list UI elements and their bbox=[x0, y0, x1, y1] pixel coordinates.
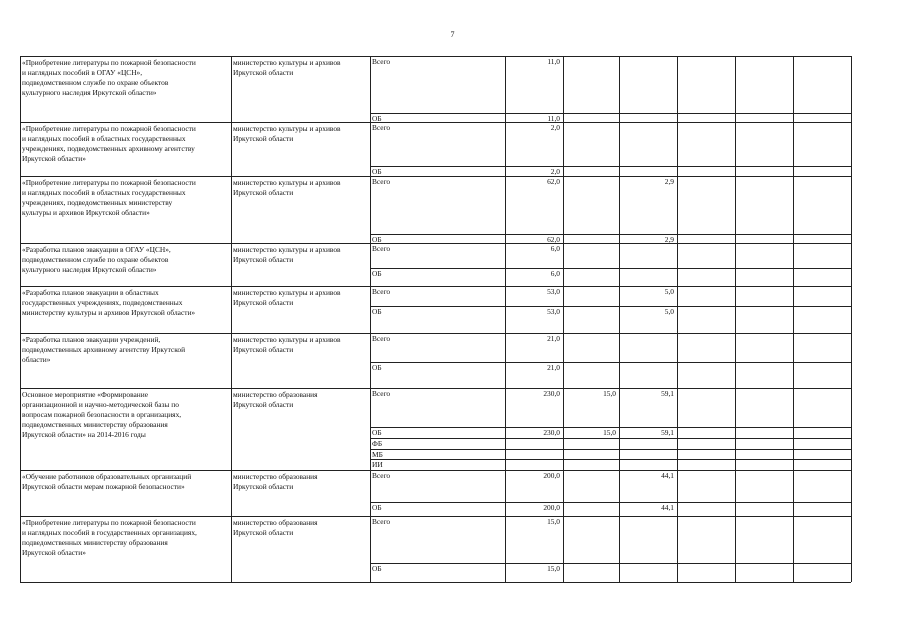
subrow-border bbox=[370, 449, 851, 450]
funding-source: Всего bbox=[372, 177, 391, 186]
row-border bbox=[20, 470, 851, 471]
executor: министерство культуры и архивов Иркутской области bbox=[233, 288, 341, 307]
column-border bbox=[793, 56, 794, 582]
column-border bbox=[563, 56, 564, 582]
funding-source: ОБ bbox=[372, 235, 382, 244]
executor: министерство культуры и архивов Иркутской области bbox=[233, 335, 341, 354]
amount-y2015: 15,0 bbox=[603, 428, 616, 437]
activity-name: Основное мероприятие «Формирование организационной и научно-методической базы по вопросам пожарной безопасности в организациях, подведомственных министерству образования Иркутской области» на 2014-2016 годы bbox=[22, 390, 182, 439]
activity-name: «Разработка планов эвакуации учреждений, подведомственных архивному агентству Иркутской области» bbox=[22, 335, 186, 364]
amount-y2016: 59,1 bbox=[661, 428, 674, 437]
subrow-border bbox=[370, 563, 851, 564]
funding-source: ОБ bbox=[372, 307, 382, 316]
amount-total: 230,0 bbox=[543, 428, 560, 437]
subrow-border bbox=[370, 113, 851, 114]
amount-total: 6,0 bbox=[550, 244, 560, 253]
amount-y2016: 5,0 bbox=[664, 287, 674, 296]
subrow-border bbox=[370, 438, 851, 439]
column-border bbox=[677, 56, 678, 582]
amount-total: 21,0 bbox=[547, 334, 560, 343]
funding-source: ОБ bbox=[372, 428, 382, 437]
amount-y2016: 5,0 bbox=[664, 307, 674, 316]
funding-source: ОБ bbox=[372, 503, 382, 512]
column-border bbox=[370, 56, 371, 582]
funding-source: ИИ bbox=[372, 460, 383, 469]
subrow-border bbox=[370, 166, 851, 167]
amount-total: 200,0 bbox=[543, 503, 560, 512]
amount-total: 11,0 bbox=[547, 114, 560, 123]
row-border bbox=[20, 56, 851, 57]
activity-name: «Разработка планов эвакуации в областных государственных учреждениях, подведомственных министерству культуры и архивов Иркутской области» bbox=[22, 288, 196, 317]
amount-y2016: 44,1 bbox=[661, 503, 674, 512]
funding-source: Всего bbox=[372, 123, 391, 132]
row-border bbox=[20, 243, 851, 244]
funding-source: ОБ bbox=[372, 564, 382, 573]
amount-total: 53,0 bbox=[547, 287, 560, 296]
amount-total: 11,0 bbox=[547, 57, 560, 66]
page-number: 7 bbox=[450, 30, 455, 39]
column-border bbox=[20, 56, 21, 582]
funding-source: МБ bbox=[372, 450, 383, 459]
subrow-border bbox=[370, 362, 851, 363]
funding-source: Всего bbox=[372, 287, 391, 296]
amount-total: 2,0 bbox=[550, 123, 560, 132]
column-border bbox=[231, 56, 232, 582]
funding-source: Всего bbox=[372, 334, 391, 343]
funding-source: ОБ bbox=[372, 363, 382, 372]
executor: министерство культуры и архивов Иркутской области bbox=[233, 178, 341, 197]
amount-total: 53,0 bbox=[547, 307, 560, 316]
executor: министерство образования Иркутской области bbox=[233, 472, 318, 491]
row-border bbox=[20, 176, 851, 177]
amount-total: 15,0 bbox=[547, 564, 560, 573]
amount-total: 200,0 bbox=[543, 471, 560, 480]
amount-total: 2,0 bbox=[550, 167, 560, 176]
activity-name: «Разработка планов эвакуации в ОГАУ «ЦСН», подведомственном службе по охране объектов культурного наследия Иркутской области» bbox=[22, 245, 171, 274]
amount-total: 230,0 bbox=[543, 389, 560, 398]
activity-name: «Приобретение литературы по пожарной безопасности и наглядных пособий в государственных организациях, подведомственных министерству образования Иркутской области» bbox=[22, 518, 197, 557]
amount-total: 21,0 bbox=[547, 363, 560, 372]
amount-y2016: 44,1 bbox=[661, 471, 674, 480]
funding-source: Всего bbox=[372, 471, 391, 480]
amount-y2016: 59,1 bbox=[661, 389, 674, 398]
funding-source: Всего bbox=[372, 244, 391, 253]
amount-total: 62,0 bbox=[547, 235, 560, 244]
activity-name: «Обучение работников образовательных организаций Иркутской области мерам пожарной безопасности» bbox=[22, 472, 192, 491]
amount-total: 6,0 bbox=[550, 269, 560, 278]
amount-total: 62,0 bbox=[547, 177, 560, 186]
executor: министерство культуры и архивов Иркутской области bbox=[233, 245, 341, 264]
funding-source: ОБ bbox=[372, 114, 382, 123]
funding-source: Всего bbox=[372, 389, 391, 398]
funding-source: Всего bbox=[372, 517, 391, 526]
budget-table bbox=[20, 56, 851, 582]
row-border bbox=[20, 516, 851, 517]
row-border bbox=[20, 582, 851, 583]
activity-name: «Приобретение литературы по пожарной безопасности и наглядных пособий в областных государственных учреждениях, подведомственных архивному агентству Иркутской области» bbox=[22, 124, 196, 163]
row-border bbox=[20, 122, 851, 123]
column-border bbox=[851, 56, 852, 582]
executor: министерство образования Иркутской области bbox=[233, 518, 318, 537]
executor: министерство культуры и архивов Иркутской области bbox=[233, 124, 341, 143]
subrow-border bbox=[370, 502, 851, 503]
amount-y2016: 2,9 bbox=[664, 177, 674, 186]
row-border bbox=[20, 388, 851, 389]
funding-source: Всего bbox=[372, 57, 391, 66]
column-border bbox=[735, 56, 736, 582]
activity-name: «Приобретение литературы по пожарной безопасности и наглядных пособий в областных государственных учреждениях, подведомственных министерству культуры и архивов Иркутской области» bbox=[22, 178, 196, 217]
row-border bbox=[20, 286, 851, 287]
subrow-border bbox=[370, 306, 851, 307]
funding-source: ФБ bbox=[372, 439, 383, 448]
activity-name: «Приобретение литературы по пожарной безопасности и наглядных пособий в ОГАУ «ЦСН», подведомственном службе по охране объектов культурного наследия Иркутской области» bbox=[22, 58, 196, 97]
amount-y2016: 2,9 bbox=[664, 235, 674, 244]
executor: министерство культуры и архивов Иркутской области bbox=[233, 58, 341, 77]
funding-source: ОБ bbox=[372, 167, 382, 176]
subrow-border bbox=[370, 459, 851, 460]
amount-total: 15,0 bbox=[547, 517, 560, 526]
subrow-border bbox=[370, 268, 851, 269]
amount-y2015: 15,0 bbox=[603, 389, 616, 398]
executor: министерство образования Иркутской области bbox=[233, 390, 318, 409]
funding-source: ОБ bbox=[372, 269, 382, 278]
row-border bbox=[20, 333, 851, 334]
subrow-border bbox=[370, 234, 851, 235]
